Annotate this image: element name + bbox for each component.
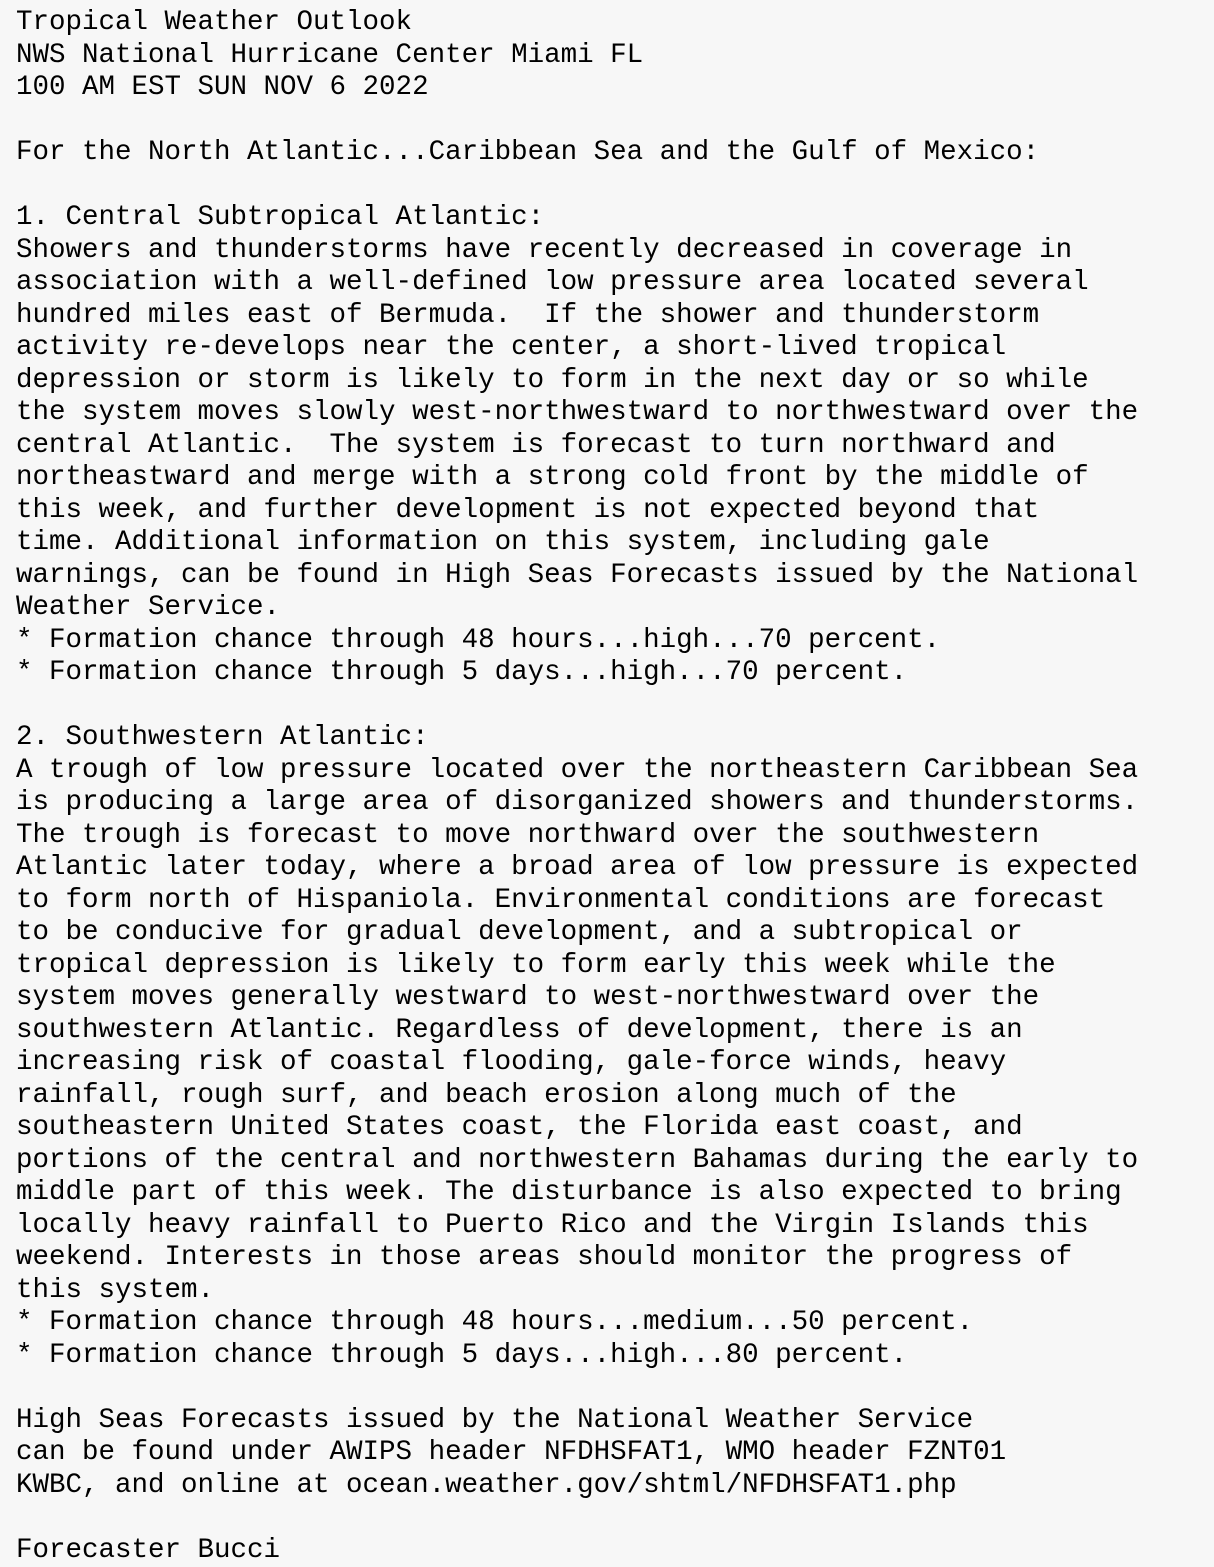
text-line: southwestern Atlantic. Regardless of development, there is an — [16, 1015, 1214, 1048]
section-body — [16, 235, 1214, 625]
text-line: is producing a large area of disorganized showers and thunderstorms. — [16, 787, 1214, 820]
text-line: The trough is forecast to move northward over the southwestern — [16, 820, 1214, 853]
text-line: KWBC, and online at ocean.weather.gov/shtml/NFDHSFAT1.php — [16, 1470, 1214, 1503]
blank-line — [16, 170, 1214, 203]
text-line: Showers and thunderstorms have recently decreased in coverage in — [16, 235, 1214, 268]
text-line: * Formation chance through 48 hours...high...70 percent. — [16, 625, 1214, 658]
section-central-subtropical-atlantic — [16, 202, 1214, 690]
text-line: northeastward and merge with a strong cold front by the middle of — [16, 462, 1214, 495]
text-line: this week, and further development is not expected beyond that — [16, 495, 1214, 528]
text-line: warnings, can be found in High Seas Forecasts issued by the National — [16, 560, 1214, 593]
text-line: increasing risk of coastal flooding, gale-force winds, heavy — [16, 1047, 1214, 1080]
area-scope-line: For the North Atlantic...Caribbean Sea and the Gulf of Mexico: — [16, 137, 1214, 170]
issuing-office: NWS National Hurricane Center Miami FL — [16, 40, 1214, 73]
blank-line — [16, 1502, 1214, 1535]
text-line: Atlantic later today, where a broad area of low pressure is expected — [16, 852, 1214, 885]
section-heading: 2. Southwestern Atlantic: — [16, 722, 1214, 755]
text-line: this system. — [16, 1275, 1214, 1308]
text-line: system moves generally westward to west-northwestward over the — [16, 982, 1214, 1015]
issuance-time: 100 AM EST SUN NOV 6 2022 — [16, 72, 1214, 105]
text-line: central Atlantic. The system is forecast to turn northward and — [16, 430, 1214, 463]
forecaster-signature: Forecaster Bucci — [16, 1535, 1214, 1567]
text-line: the system moves slowly west-northwestward to northwestward over the — [16, 397, 1214, 430]
text-line: High Seas Forecasts issued by the National Weather Service — [16, 1405, 1214, 1438]
text-line: * Formation chance through 5 days...high...80 percent. — [16, 1340, 1214, 1373]
text-line: * Formation chance through 48 hours...medium...50 percent. — [16, 1307, 1214, 1340]
text-line: to form north of Hispaniola. Environmental conditions are forecast — [16, 885, 1214, 918]
text-line: locally heavy rainfall to Puerto Rico and the Virgin Islands this — [16, 1210, 1214, 1243]
text-line: association with a well-defined low pressure area located several — [16, 267, 1214, 300]
blank-line — [16, 105, 1214, 138]
text-line: middle part of this week. The disturbance is also expected to bring — [16, 1177, 1214, 1210]
high-seas-forecast-note — [16, 1405, 1214, 1503]
product-title: Tropical Weather Outlook — [16, 7, 1214, 40]
text-line: southeastern United States coast, the Florida east coast, and — [16, 1112, 1214, 1145]
text-line: weekend. Interests in those areas should monitor the progress of — [16, 1242, 1214, 1275]
text-line: to be conducive for gradual development, and a subtropical or — [16, 917, 1214, 950]
text-line: hundred miles east of Bermuda. If the shower and thunderstorm — [16, 300, 1214, 333]
text-line: depression or storm is likely to form in the next day or so while — [16, 365, 1214, 398]
blank-line — [16, 1372, 1214, 1405]
blank-line — [16, 690, 1214, 723]
text-line: time. Additional information on this system, including gale — [16, 527, 1214, 560]
section-southwestern-atlantic — [16, 722, 1214, 1372]
text-line: rainfall, rough surf, and beach erosion along much of the — [16, 1080, 1214, 1113]
text-line: * Formation chance through 5 days...high...70 percent. — [16, 657, 1214, 690]
text-line: tropical depression is likely to form early this week while the — [16, 950, 1214, 983]
formation-chance-list — [16, 1307, 1214, 1372]
section-heading: 1. Central Subtropical Atlantic: — [16, 202, 1214, 235]
text-line: A trough of low pressure located over the northeastern Caribbean Sea — [16, 755, 1214, 788]
text-line: Weather Service. — [16, 592, 1214, 625]
text-line: portions of the central and northwestern Bahamas during the early to — [16, 1145, 1214, 1178]
text-line: can be found under AWIPS header NFDHSFAT1, WMO header FZNT01 — [16, 1437, 1214, 1470]
text-line: activity re-develops near the center, a short-lived tropical — [16, 332, 1214, 365]
formation-chance-list — [16, 625, 1214, 690]
section-body — [16, 755, 1214, 1308]
